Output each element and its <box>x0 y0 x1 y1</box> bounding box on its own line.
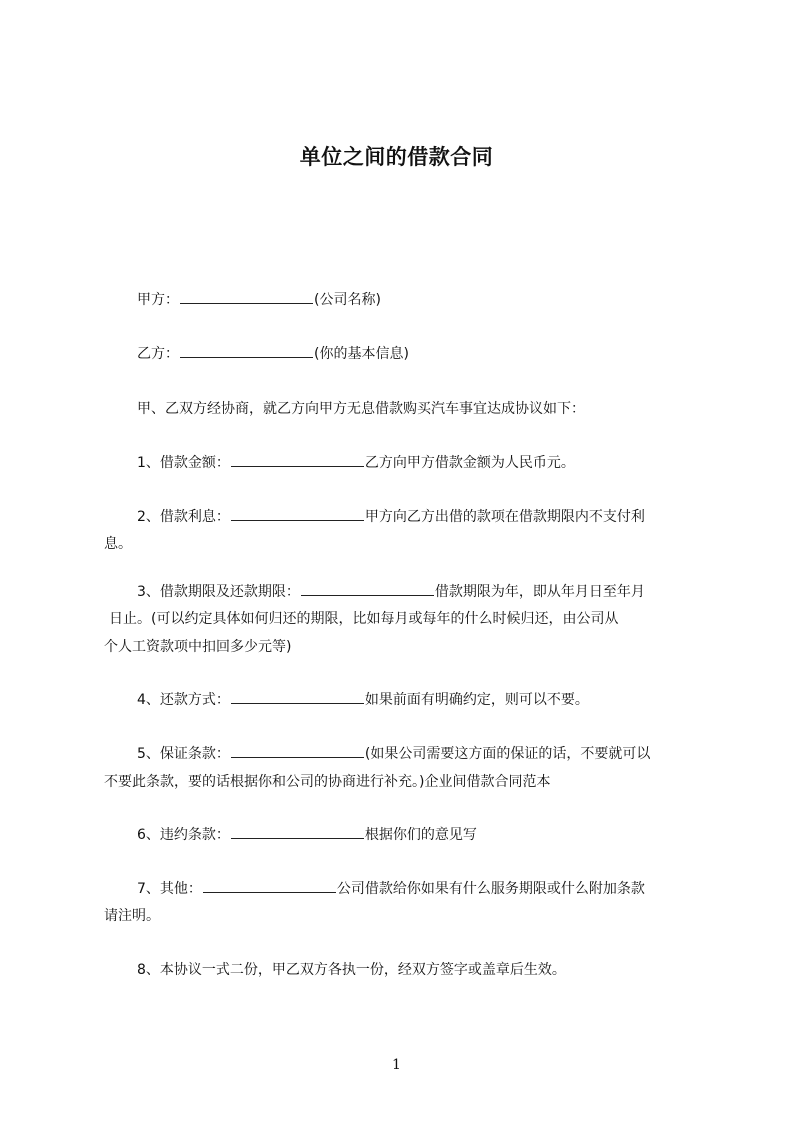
page-number: 1 <box>392 1057 401 1073</box>
clause-3-label: 3、借款期限及还款期限： <box>137 584 300 600</box>
clause-7-blank <box>203 879 336 893</box>
party-b-note: (你的基本信息) <box>314 346 409 362</box>
clause-5-label: 5、保证条款： <box>137 746 230 762</box>
party-b-line <box>137 340 409 368</box>
clause-5-text: (如果公司需要这方面的保证的话，不要就可以 <box>364 746 651 762</box>
clause-5-blank <box>231 744 364 758</box>
clause-2 <box>137 503 645 531</box>
clause-2-continuation: 息。 <box>104 536 132 552</box>
preamble: 甲、乙双方经协商，就乙方向甲方无息借款购买汽车事宜达成协议如下： <box>137 401 585 417</box>
clause-5 <box>137 740 650 768</box>
clause-3-continuation-2: 个人工资款项中扣回多少元等) <box>104 639 292 655</box>
clause-3-text: 借款期限为年，即从年月日至年月 <box>434 584 645 600</box>
clause-6 <box>137 821 477 849</box>
party-a-line <box>137 286 381 314</box>
clause-7-label: 7、其他： <box>137 881 202 897</box>
party-a-note: (公司名称) <box>314 292 381 308</box>
clause-4-label: 4、还款方式： <box>137 692 230 708</box>
clause-1-label: 1、借款金额： <box>137 455 230 471</box>
document-title: 单位之间的借款合同 <box>299 145 494 169</box>
clause-3-continuation-1: 日止。(可以约定具体如何归还的期限，比如每月或每年的什么时候归还，由公司从 <box>109 611 619 627</box>
clause-6-text: 根据你们的意见写 <box>364 827 477 843</box>
clause-4-text: 如果前面有明确约定，则可以不要。 <box>364 692 589 708</box>
clause-6-blank <box>231 825 364 839</box>
clause-1-blank <box>231 453 364 467</box>
clause-3 <box>137 578 645 606</box>
clause-2-label: 2、借款利息： <box>137 509 230 525</box>
clause-5-continuation: 不要此条款，要的话根据你和公司的协商进行补充。)企业间借款合同范本 <box>104 774 551 790</box>
clause-2-text: 甲方向乙方出借的款项在借款期限内不支付利 <box>364 509 645 525</box>
clause-7-text: 公司借款给你如果有什么服务期限或什么附加条款 <box>336 881 645 897</box>
clause-6-label: 6、违约条款： <box>137 827 230 843</box>
clause-8: 8、本协议一式二份，甲乙双方各执一份，经双方签字或盖章后生效。 <box>137 962 566 978</box>
party-a-label: 甲方： <box>137 292 179 308</box>
clause-4-blank <box>231 690 364 704</box>
clause-7 <box>137 875 645 903</box>
party-b-label: 乙方： <box>137 346 179 362</box>
party-b-blank <box>180 344 313 358</box>
clause-1 <box>137 449 575 477</box>
clause-2-blank <box>231 507 364 521</box>
clause-1-text: 乙方向甲方借款金额为人民币元。 <box>364 455 575 471</box>
clause-4 <box>137 686 589 714</box>
party-a-blank <box>180 290 313 304</box>
clause-7-continuation: 请注明。 <box>104 908 160 924</box>
clause-3-blank <box>301 582 434 596</box>
